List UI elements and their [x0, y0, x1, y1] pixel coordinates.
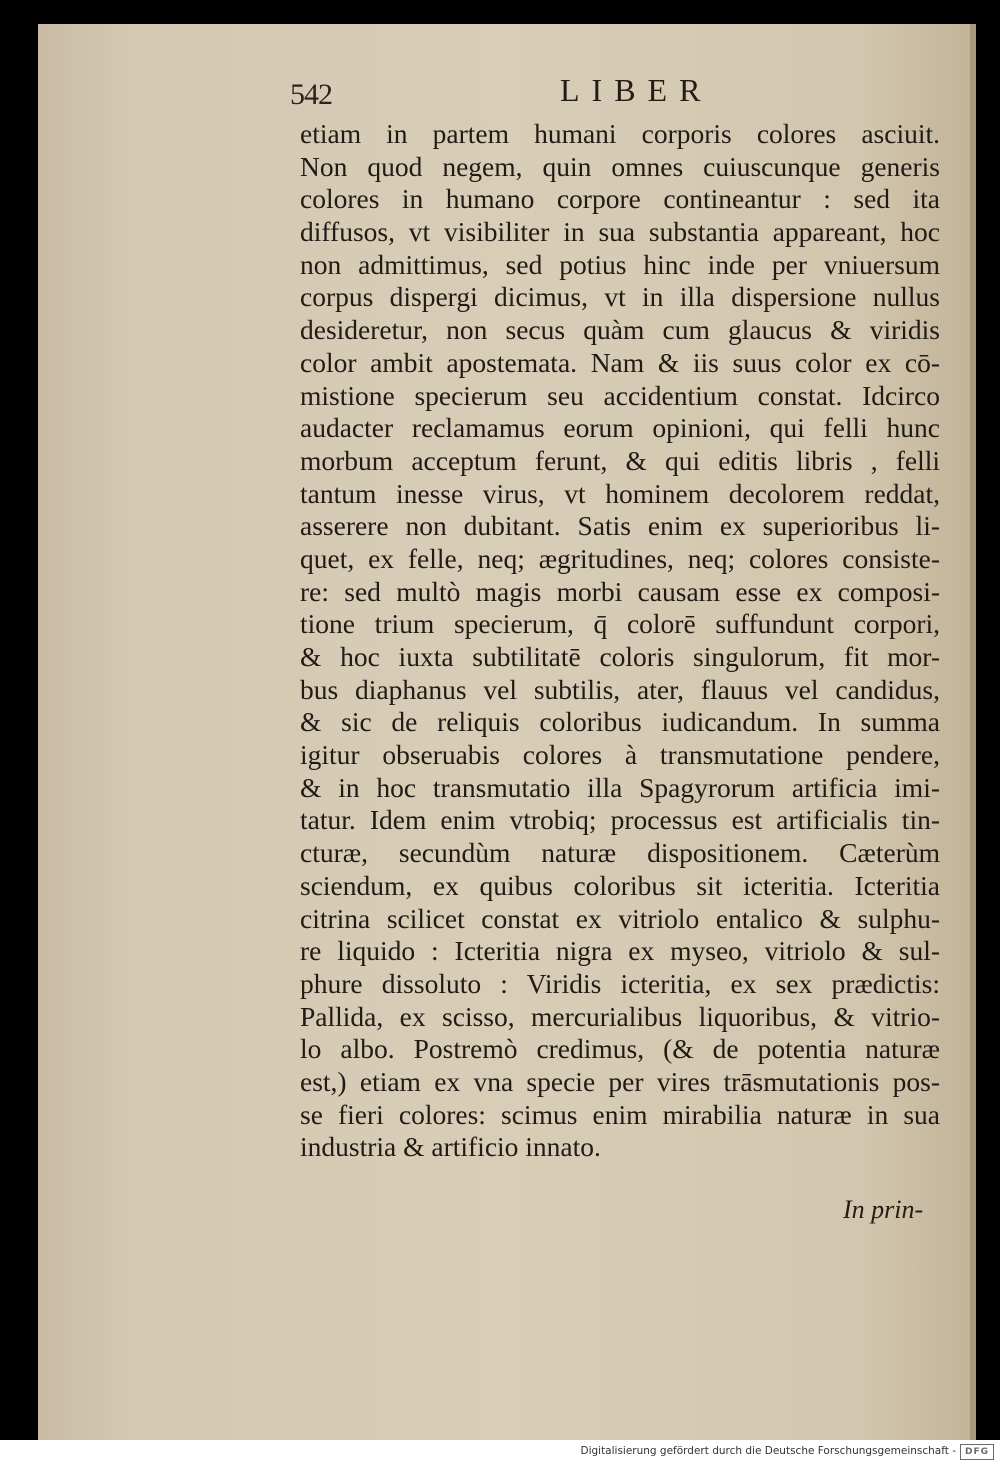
page-number: 542	[290, 78, 332, 111]
text-line: cturæ, secundùm naturæ dispositionem. Cæterùm	[300, 837, 940, 869]
text-line: sciendum, ex quibus coloribus sit icteritia. Icteritia	[300, 869, 940, 901]
text-line: tantum inesse virus, vt hominem decolorem reddat,	[300, 477, 940, 509]
text-line: diffusos, vt visibiliter in sua substantia appareant, hoc	[300, 216, 940, 248]
catchword: In prin-	[843, 1195, 924, 1224]
text-line: non admittimus, sed potius hinc inde per vniuersum	[300, 248, 940, 280]
text-line: est,) etiam ex vna specie per vires trāsmutationis pos-	[300, 1065, 940, 1097]
running-title: LIBER	[560, 72, 713, 108]
text-line: Non quod negem, quin omnes cuiuscunque generis	[300, 150, 940, 182]
page-edge	[970, 24, 976, 1440]
text-line: & hoc iuxta subtilitatē coloris singulorum, fit mor-	[300, 641, 940, 672]
text-line: bus diaphanus vel subtilis, ater, flauus vel candidus,	[300, 673, 940, 705]
funding-credit: Digitalisierung gefördert durch die Deutsche Forschungsgemeinschaft -	[580, 1445, 956, 1457]
dfg-logo-icon: DFG	[960, 1444, 994, 1460]
text-line: colores in humano corpore contineantur : sed ita	[300, 183, 940, 215]
text-line: Pallida, ex scisso, mercurialibus liquoribus, & vitrio-	[300, 1000, 940, 1032]
text-line: se fieri colores: scimus enim mirabilia naturæ in sua	[300, 1098, 940, 1130]
text-line: mistione specierum seu accidentium constat. Idcirco	[300, 379, 940, 411]
text-line: corpus dispergi dicimus, vt in illa dispersione nullus	[300, 281, 940, 313]
text-line: phure dissoluto : Viridis icteritia, ex sex prædictis:	[300, 967, 940, 999]
page-header	[290, 72, 730, 112]
text-line: igitur obseruabis colores à transmutatione pendere,	[300, 739, 940, 771]
text-line: & sic de reliquis coloribus iudicandum. In summa	[300, 706, 940, 738]
text-line: re liquido : Icteritia nigra ex myseo, vitriolo & sul-	[300, 935, 940, 967]
text-line: etiam in partem humani corporis colores asciuit.	[300, 118, 940, 149]
text-line-last: industria & artificio innato.	[300, 1131, 601, 1163]
text-line: audacter reclamamus eorum opinioni, qui felli hunc	[300, 412, 940, 444]
text-line: re: sed multò magis morbi causam esse ex composi-	[300, 575, 940, 607]
text-line: asserere non dubitant. Satis enim ex superioribus li-	[300, 510, 940, 542]
text-line: color ambit apostemata. Nam & iis suus color ex cō-	[300, 346, 940, 378]
text-line: & in hoc transmutatio illa Spagyrorum artificia imi-	[300, 771, 940, 803]
text-line: morbum acceptum ferunt, & qui editis libris , felli	[300, 444, 940, 476]
text-line: tatur. Idem enim vtrobiq; processus est artificialis tin-	[300, 804, 940, 836]
text-line: lo albo. Postremò credimus, (& de potentia naturæ	[300, 1033, 940, 1065]
text-line: tione trium specierum, q̄ colorē suffundunt corpori,	[300, 608, 940, 640]
body-text	[300, 118, 950, 1164]
text-line: quet, ex felle, neq; ægritudines, neq; colores consiste-	[300, 542, 940, 574]
text-line: citrina scilicet constat ex vitriolo entalico & sulphu-	[300, 902, 940, 934]
footer-bar	[0, 1440, 1000, 1465]
text-line: desideretur, non secus quàm cum glaucus & viridis	[300, 314, 940, 346]
